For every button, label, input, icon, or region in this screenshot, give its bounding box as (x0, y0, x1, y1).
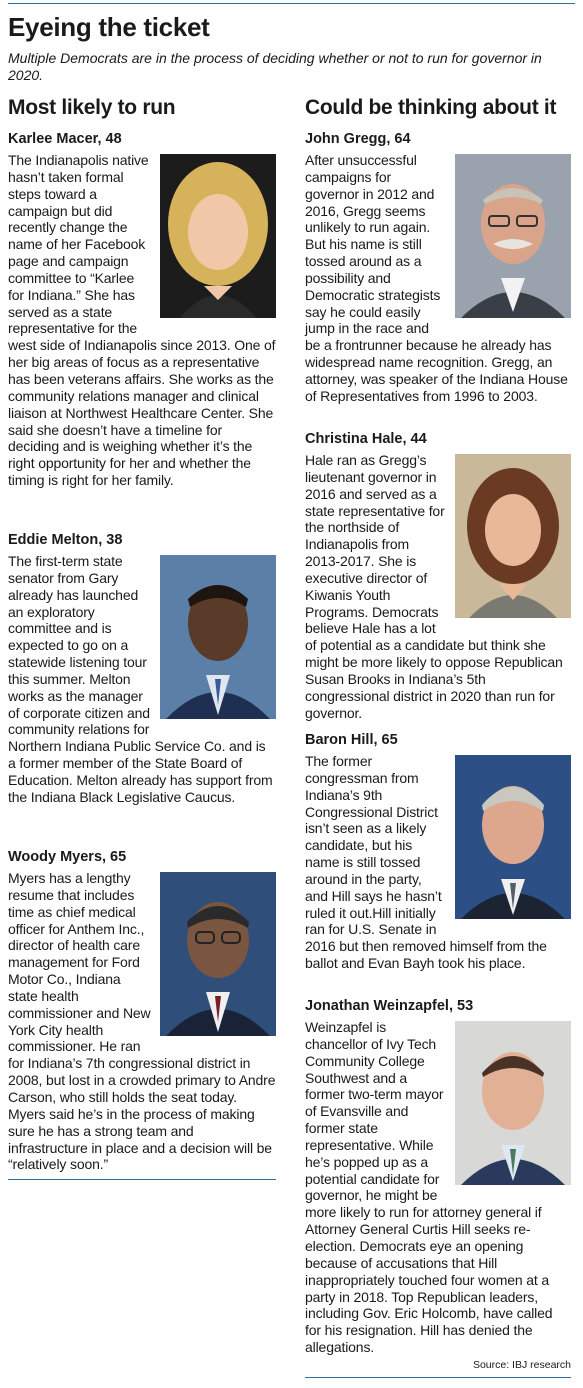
right-bottom-rule (305, 1377, 571, 1378)
source-note: Source: IBJ research (472, 1359, 571, 1371)
candidate-bio: The former congressman from Indiana’s 9th Congressional District isn’t seen as a likely candidate, but his name is still tossed around in the party, and Hill says he hasn’t ruled it out.Hill initially ran for U.S. Senate in 2016 but then removed himself from the ballot and Evan Bayh took his place. (305, 753, 547, 972)
candidate-entry-hale (305, 430, 571, 722)
candidate-bio: The first-term state senator from Gary already has launched an exploratory committee and is expected to go on a statewide listening tour this summer. Melton works as the manager of corporate citizen and community relations for Northern Indiana Public Service Co. and is a former member of the State Board of Education. Melton already has support from the Indiana Black Legislative Caucus. (8, 553, 273, 805)
right-column-heading: Could be thinking about it (305, 96, 557, 119)
candidate-entry-gregg (305, 130, 571, 405)
candidate-entry-weinzapfel (305, 997, 571, 1356)
candidate-photo-gregg (455, 154, 571, 318)
candidate-name: Baron Hill, 65 (305, 732, 398, 748)
candidate-photo-hale (455, 454, 571, 618)
candidate-name: Eddie Melton, 38 (8, 532, 123, 548)
candidate-photo-hill (455, 755, 571, 919)
candidate-name: Jonathan Weinzapfel, 53 (305, 998, 474, 1014)
candidate-bio: Myers has a lengthy resume that includes time as chief medical officer for Anthem Inc., director of health care management for Ford Motor Co., Indiana state health commissioner and New York City health commissioner. He ran for Indiana’s 7th congressional district in 2008, but lost in a crowded primary to Andre Carson, who still holds the seat today. Myers said he’s in the process of making sure he has a strong team and infrastructure in place and a decision will be “relatively soon.” (8, 870, 276, 1173)
candidate-photo-macer (160, 154, 276, 318)
candidate-name: Woody Myers, 65 (8, 849, 127, 865)
left-column-heading: Most likely to run (8, 96, 176, 119)
top-rule (8, 3, 575, 4)
candidate-entry-hill (305, 731, 571, 972)
candidate-photo-weinzapfel (455, 1021, 571, 1185)
candidate-photo-melton (160, 555, 276, 719)
candidate-name: Christina Hale, 44 (305, 431, 427, 447)
candidate-entry-macer (8, 130, 276, 489)
left-bottom-rule (8, 1179, 276, 1180)
candidate-bio: Weinzapfel is chancellor of Ivy Tech Community College Southwest and a former two-term mayor of Evansville and former state representative. While he’s popped up as a potential candidate for governor, he might be more likely to run for attorney general if Attorney General Curtis Hill seeks re-election. Democrats eye an opening because of accusations that Hill inappropriately touched four women at a party in 2018. Top Republican leaders, including Gov. Eric Holcomb, have called for his resignation. Hill has denied the allegations. (305, 1019, 553, 1356)
page-subtitle: Multiple Democrats are in the process of deciding whether or not to run for governor in 2020. (8, 50, 542, 83)
candidate-photo-myers (160, 872, 276, 1036)
candidate-entry-myers (8, 848, 276, 1173)
candidate-entry-melton (8, 531, 276, 806)
candidate-name: Karlee Macer, 48 (8, 131, 122, 147)
candidate-name: John Gregg, 64 (305, 131, 411, 147)
candidate-bio: The Indianapolis native hasn’t taken formal steps toward a campaign but did recently change the name of her Facebook page and campaign committee to “Karlee for Indiana.” She has served as a state representative for the west side of Indianapolis since 2013. One of her big areas of focus as a representative has been veterans affairs. She works as the community relations manager and clinical liaison at Northwest Healthcare Center. She said she doesn’t have a timeline for deciding and is weighing whether it’s the right opportunity for her and whether the timing is right for her family. (8, 152, 276, 489)
page-title: Eyeing the ticket (8, 12, 210, 42)
candidate-bio: After unsuccessful campaigns for governor in 2012 and 2016, Gregg seems unlikely to run again. But his name is still tossed around as a possibility and Democratic strategists say he could easily jump in the race and be a frontrunner because he already has widespread name recognition. Gregg, an attorney, was speaker of the Indiana House of Representatives from 1996 to 2003. (305, 152, 568, 404)
candidate-bio: Hale ran as Gregg’s lieutenant governor in 2016 and served as a state representative for the northside of Indianapolis from 2013-2017. She is executive director of Kiwanis Youth Programs. Democrats believe Hale has a lot of potential as a candidate but think she might be more likely to oppose Republican Susan Brooks in Indiana’s 5th congressional district in 2020 than run for governor. (305, 452, 563, 721)
